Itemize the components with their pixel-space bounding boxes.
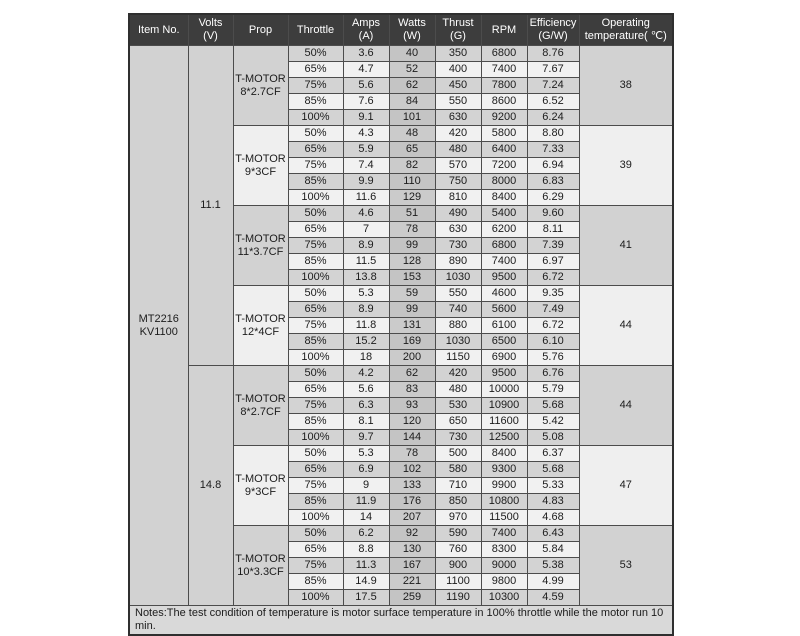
watts-cell: 78 bbox=[389, 222, 435, 238]
rpm-cell: 6800 bbox=[481, 46, 527, 62]
watts-cell: 92 bbox=[389, 526, 435, 542]
rpm-cell: 9900 bbox=[481, 478, 527, 494]
efficiency-cell: 5.79 bbox=[527, 382, 579, 398]
rpm-cell: 7400 bbox=[481, 62, 527, 78]
throttle-cell: 100% bbox=[288, 430, 343, 446]
thrust-cell: 630 bbox=[435, 222, 481, 238]
throttle-cell: 100% bbox=[288, 510, 343, 526]
temperature-cell: 41 bbox=[579, 206, 673, 286]
rpm-cell: 9800 bbox=[481, 574, 527, 590]
efficiency-cell: 6.43 bbox=[527, 526, 579, 542]
watts-cell: 153 bbox=[389, 270, 435, 286]
thrust-cell: 490 bbox=[435, 206, 481, 222]
rpm-cell: 8400 bbox=[481, 190, 527, 206]
thrust-cell: 550 bbox=[435, 94, 481, 110]
amps-cell: 5.6 bbox=[343, 78, 389, 94]
watts-cell: 78 bbox=[389, 446, 435, 462]
col-header-watts: Watts (W) bbox=[389, 14, 435, 46]
efficiency-cell: 7.24 bbox=[527, 78, 579, 94]
efficiency-cell: 7.39 bbox=[527, 238, 579, 254]
throttle-cell: 85% bbox=[288, 574, 343, 590]
amps-cell: 6.9 bbox=[343, 462, 389, 478]
throttle-cell: 75% bbox=[288, 78, 343, 94]
thrust-cell: 590 bbox=[435, 526, 481, 542]
thrust-cell: 850 bbox=[435, 494, 481, 510]
amps-cell: 15.2 bbox=[343, 334, 389, 350]
thrust-cell: 450 bbox=[435, 78, 481, 94]
thrust-cell: 1100 bbox=[435, 574, 481, 590]
thrust-cell: 400 bbox=[435, 62, 481, 78]
throttle-cell: 65% bbox=[288, 302, 343, 318]
efficiency-cell: 6.72 bbox=[527, 270, 579, 286]
efficiency-cell: 6.76 bbox=[527, 366, 579, 382]
amps-cell: 7.6 bbox=[343, 94, 389, 110]
throttle-cell: 100% bbox=[288, 110, 343, 126]
rpm-cell: 5800 bbox=[481, 126, 527, 142]
watts-cell: 131 bbox=[389, 318, 435, 334]
watts-cell: 99 bbox=[389, 238, 435, 254]
temperature-cell: 39 bbox=[579, 126, 673, 206]
throttle-cell: 100% bbox=[288, 190, 343, 206]
rpm-cell: 11500 bbox=[481, 510, 527, 526]
watts-cell: 169 bbox=[389, 334, 435, 350]
watts-cell: 52 bbox=[389, 62, 435, 78]
prop-cell: T-MOTOR 11*3.7CF bbox=[233, 206, 288, 286]
table-header bbox=[129, 14, 673, 46]
watts-cell: 48 bbox=[389, 126, 435, 142]
amps-cell: 4.6 bbox=[343, 206, 389, 222]
thrust-cell: 710 bbox=[435, 478, 481, 494]
amps-cell: 7.4 bbox=[343, 158, 389, 174]
efficiency-cell: 7.33 bbox=[527, 142, 579, 158]
efficiency-cell: 5.08 bbox=[527, 430, 579, 446]
efficiency-cell: 4.59 bbox=[527, 590, 579, 606]
notes-row bbox=[129, 606, 673, 635]
throttle-cell: 65% bbox=[288, 542, 343, 558]
watts-cell: 133 bbox=[389, 478, 435, 494]
thrust-cell: 970 bbox=[435, 510, 481, 526]
watts-cell: 84 bbox=[389, 94, 435, 110]
throttle-cell: 75% bbox=[288, 478, 343, 494]
temperature-cell: 44 bbox=[579, 366, 673, 446]
watts-cell: 40 bbox=[389, 46, 435, 62]
watts-cell: 51 bbox=[389, 206, 435, 222]
volts-cell: 14.8 bbox=[188, 366, 233, 606]
rpm-cell: 6800 bbox=[481, 238, 527, 254]
thrust-cell: 480 bbox=[435, 382, 481, 398]
throttle-cell: 50% bbox=[288, 526, 343, 542]
motor-spec-table bbox=[128, 13, 674, 636]
throttle-cell: 85% bbox=[288, 254, 343, 270]
item-no-cell: MT2216 KV1100 bbox=[129, 46, 188, 606]
amps-cell: 6.2 bbox=[343, 526, 389, 542]
throttle-cell: 85% bbox=[288, 334, 343, 350]
throttle-cell: 65% bbox=[288, 382, 343, 398]
thrust-cell: 730 bbox=[435, 430, 481, 446]
watts-cell: 176 bbox=[389, 494, 435, 510]
rpm-cell: 8000 bbox=[481, 174, 527, 190]
efficiency-cell: 5.68 bbox=[527, 462, 579, 478]
throttle-cell: 75% bbox=[288, 558, 343, 574]
rpm-cell: 9000 bbox=[481, 558, 527, 574]
watts-cell: 102 bbox=[389, 462, 435, 478]
amps-cell: 4.3 bbox=[343, 126, 389, 142]
rpm-cell: 9500 bbox=[481, 366, 527, 382]
watts-cell: 130 bbox=[389, 542, 435, 558]
thrust-cell: 880 bbox=[435, 318, 481, 334]
prop-cell: T-MOTOR 12*4CF bbox=[233, 286, 288, 366]
col-header-efficiency: Efficiency (G/W) bbox=[527, 14, 579, 46]
amps-cell: 14 bbox=[343, 510, 389, 526]
thrust-cell: 890 bbox=[435, 254, 481, 270]
watts-cell: 99 bbox=[389, 302, 435, 318]
rpm-cell: 11600 bbox=[481, 414, 527, 430]
thrust-cell: 580 bbox=[435, 462, 481, 478]
col-header-operating-temperature: Operating temperature( ℃) bbox=[579, 14, 673, 46]
amps-cell: 5.3 bbox=[343, 286, 389, 302]
rpm-cell: 9200 bbox=[481, 110, 527, 126]
thrust-cell: 570 bbox=[435, 158, 481, 174]
thrust-cell: 480 bbox=[435, 142, 481, 158]
col-header-amps: Amps (A) bbox=[343, 14, 389, 46]
watts-cell: 200 bbox=[389, 350, 435, 366]
throttle-cell: 85% bbox=[288, 494, 343, 510]
efficiency-cell: 9.35 bbox=[527, 286, 579, 302]
thrust-cell: 810 bbox=[435, 190, 481, 206]
temperature-cell: 53 bbox=[579, 526, 673, 606]
throttle-cell: 85% bbox=[288, 174, 343, 190]
thrust-cell: 750 bbox=[435, 174, 481, 190]
amps-cell: 9.1 bbox=[343, 110, 389, 126]
efficiency-cell: 5.42 bbox=[527, 414, 579, 430]
watts-cell: 144 bbox=[389, 430, 435, 446]
thrust-cell: 1030 bbox=[435, 334, 481, 350]
watts-cell: 129 bbox=[389, 190, 435, 206]
amps-cell: 9.7 bbox=[343, 430, 389, 446]
throttle-cell: 50% bbox=[288, 366, 343, 382]
thrust-cell: 740 bbox=[435, 302, 481, 318]
col-header-volts: Volts (V) bbox=[188, 14, 233, 46]
col-header-rpm: RPM bbox=[481, 14, 527, 46]
col-header-prop: Prop bbox=[233, 14, 288, 46]
thrust-cell: 630 bbox=[435, 110, 481, 126]
throttle-cell: 75% bbox=[288, 398, 343, 414]
header-row bbox=[129, 14, 673, 46]
efficiency-cell: 6.72 bbox=[527, 318, 579, 334]
rpm-cell: 12500 bbox=[481, 430, 527, 446]
temperature-cell: 47 bbox=[579, 446, 673, 526]
amps-cell: 5.3 bbox=[343, 446, 389, 462]
temperature-cell: 44 bbox=[579, 286, 673, 366]
throttle-cell: 85% bbox=[288, 94, 343, 110]
throttle-cell: 50% bbox=[288, 446, 343, 462]
table-row bbox=[129, 46, 673, 62]
watts-cell: 120 bbox=[389, 414, 435, 430]
prop-cell: T-MOTOR 8*2.7CF bbox=[233, 366, 288, 446]
rpm-cell: 5400 bbox=[481, 206, 527, 222]
watts-cell: 93 bbox=[389, 398, 435, 414]
amps-cell: 8.9 bbox=[343, 302, 389, 318]
rpm-cell: 8300 bbox=[481, 542, 527, 558]
rpm-cell: 6400 bbox=[481, 142, 527, 158]
watts-cell: 128 bbox=[389, 254, 435, 270]
throttle-cell: 65% bbox=[288, 142, 343, 158]
watts-cell: 101 bbox=[389, 110, 435, 126]
rpm-cell: 6100 bbox=[481, 318, 527, 334]
notes-text: Notes:The test condition of temperature is motor surface temperature in 100% throttle while the motor run 10 min. bbox=[129, 606, 673, 635]
efficiency-cell: 6.24 bbox=[527, 110, 579, 126]
efficiency-cell: 5.68 bbox=[527, 398, 579, 414]
throttle-cell: 50% bbox=[288, 46, 343, 62]
efficiency-cell: 5.38 bbox=[527, 558, 579, 574]
watts-cell: 59 bbox=[389, 286, 435, 302]
efficiency-cell: 6.29 bbox=[527, 190, 579, 206]
rpm-cell: 8400 bbox=[481, 446, 527, 462]
watts-cell: 62 bbox=[389, 366, 435, 382]
rpm-cell: 7400 bbox=[481, 254, 527, 270]
thrust-cell: 1150 bbox=[435, 350, 481, 366]
efficiency-cell: 5.33 bbox=[527, 478, 579, 494]
rpm-cell: 9300 bbox=[481, 462, 527, 478]
rpm-cell: 6500 bbox=[481, 334, 527, 350]
efficiency-cell: 9.60 bbox=[527, 206, 579, 222]
thrust-cell: 530 bbox=[435, 398, 481, 414]
amps-cell: 14.9 bbox=[343, 574, 389, 590]
amps-cell: 4.7 bbox=[343, 62, 389, 78]
throttle-cell: 75% bbox=[288, 238, 343, 254]
throttle-cell: 50% bbox=[288, 126, 343, 142]
efficiency-cell: 7.67 bbox=[527, 62, 579, 78]
rpm-cell: 4600 bbox=[481, 286, 527, 302]
thrust-cell: 350 bbox=[435, 46, 481, 62]
amps-cell: 9.9 bbox=[343, 174, 389, 190]
watts-cell: 65 bbox=[389, 142, 435, 158]
amps-cell: 8.9 bbox=[343, 238, 389, 254]
amps-cell: 8.8 bbox=[343, 542, 389, 558]
prop-cell: T-MOTOR 10*3.3CF bbox=[233, 526, 288, 606]
efficiency-cell: 8.76 bbox=[527, 46, 579, 62]
throttle-cell: 50% bbox=[288, 206, 343, 222]
amps-cell: 17.5 bbox=[343, 590, 389, 606]
temperature-cell: 38 bbox=[579, 46, 673, 126]
prop-cell: T-MOTOR 9*3CF bbox=[233, 126, 288, 206]
rpm-cell: 7400 bbox=[481, 526, 527, 542]
rpm-cell: 6900 bbox=[481, 350, 527, 366]
rpm-cell: 6200 bbox=[481, 222, 527, 238]
efficiency-cell: 6.83 bbox=[527, 174, 579, 190]
throttle-cell: 65% bbox=[288, 222, 343, 238]
thrust-cell: 550 bbox=[435, 286, 481, 302]
throttle-cell: 100% bbox=[288, 350, 343, 366]
thrust-cell: 420 bbox=[435, 366, 481, 382]
table-row bbox=[129, 366, 673, 382]
watts-cell: 62 bbox=[389, 78, 435, 94]
thrust-cell: 730 bbox=[435, 238, 481, 254]
throttle-cell: 65% bbox=[288, 62, 343, 78]
rpm-cell: 10900 bbox=[481, 398, 527, 414]
volts-cell: 11.1 bbox=[188, 46, 233, 366]
throttle-cell: 100% bbox=[288, 270, 343, 286]
amps-cell: 3.6 bbox=[343, 46, 389, 62]
thrust-cell: 500 bbox=[435, 446, 481, 462]
amps-cell: 11.9 bbox=[343, 494, 389, 510]
efficiency-cell: 7.49 bbox=[527, 302, 579, 318]
table-body bbox=[129, 46, 673, 635]
rpm-cell: 7200 bbox=[481, 158, 527, 174]
efficiency-cell: 6.97 bbox=[527, 254, 579, 270]
watts-cell: 167 bbox=[389, 558, 435, 574]
rpm-cell: 5600 bbox=[481, 302, 527, 318]
efficiency-cell: 6.10 bbox=[527, 334, 579, 350]
amps-cell: 5.6 bbox=[343, 382, 389, 398]
efficiency-cell: 4.68 bbox=[527, 510, 579, 526]
rpm-cell: 10300 bbox=[481, 590, 527, 606]
amps-cell: 11.8 bbox=[343, 318, 389, 334]
efficiency-cell: 5.84 bbox=[527, 542, 579, 558]
amps-cell: 18 bbox=[343, 350, 389, 366]
col-header-throttle: Throttle bbox=[288, 14, 343, 46]
rpm-cell: 8600 bbox=[481, 94, 527, 110]
rpm-cell: 7800 bbox=[481, 78, 527, 94]
amps-cell: 4.2 bbox=[343, 366, 389, 382]
col-header-thrust: Thrust (G) bbox=[435, 14, 481, 46]
rpm-cell: 9500 bbox=[481, 270, 527, 286]
efficiency-cell: 8.11 bbox=[527, 222, 579, 238]
watts-cell: 110 bbox=[389, 174, 435, 190]
thrust-cell: 420 bbox=[435, 126, 481, 142]
throttle-cell: 85% bbox=[288, 414, 343, 430]
efficiency-cell: 4.83 bbox=[527, 494, 579, 510]
efficiency-cell: 6.37 bbox=[527, 446, 579, 462]
thrust-cell: 900 bbox=[435, 558, 481, 574]
rpm-cell: 10800 bbox=[481, 494, 527, 510]
efficiency-cell: 8.80 bbox=[527, 126, 579, 142]
amps-cell: 7 bbox=[343, 222, 389, 238]
watts-cell: 259 bbox=[389, 590, 435, 606]
throttle-cell: 65% bbox=[288, 462, 343, 478]
thrust-cell: 760 bbox=[435, 542, 481, 558]
throttle-cell: 75% bbox=[288, 158, 343, 174]
thrust-cell: 1190 bbox=[435, 590, 481, 606]
thrust-cell: 1030 bbox=[435, 270, 481, 286]
throttle-cell: 50% bbox=[288, 286, 343, 302]
watts-cell: 207 bbox=[389, 510, 435, 526]
col-header-item-no: Item No. bbox=[129, 14, 188, 46]
amps-cell: 11.5 bbox=[343, 254, 389, 270]
throttle-cell: 75% bbox=[288, 318, 343, 334]
amps-cell: 13.8 bbox=[343, 270, 389, 286]
watts-cell: 83 bbox=[389, 382, 435, 398]
efficiency-cell: 5.76 bbox=[527, 350, 579, 366]
amps-cell: 11.3 bbox=[343, 558, 389, 574]
throttle-cell: 100% bbox=[288, 590, 343, 606]
prop-cell: T-MOTOR 9*3CF bbox=[233, 446, 288, 526]
amps-cell: 9 bbox=[343, 478, 389, 494]
efficiency-cell: 4.99 bbox=[527, 574, 579, 590]
rpm-cell: 10000 bbox=[481, 382, 527, 398]
amps-cell: 8.1 bbox=[343, 414, 389, 430]
efficiency-cell: 6.94 bbox=[527, 158, 579, 174]
watts-cell: 82 bbox=[389, 158, 435, 174]
thrust-cell: 650 bbox=[435, 414, 481, 430]
amps-cell: 5.9 bbox=[343, 142, 389, 158]
watts-cell: 221 bbox=[389, 574, 435, 590]
amps-cell: 11.6 bbox=[343, 190, 389, 206]
prop-cell: T-MOTOR 8*2.7CF bbox=[233, 46, 288, 126]
efficiency-cell: 6.52 bbox=[527, 94, 579, 110]
amps-cell: 6.3 bbox=[343, 398, 389, 414]
